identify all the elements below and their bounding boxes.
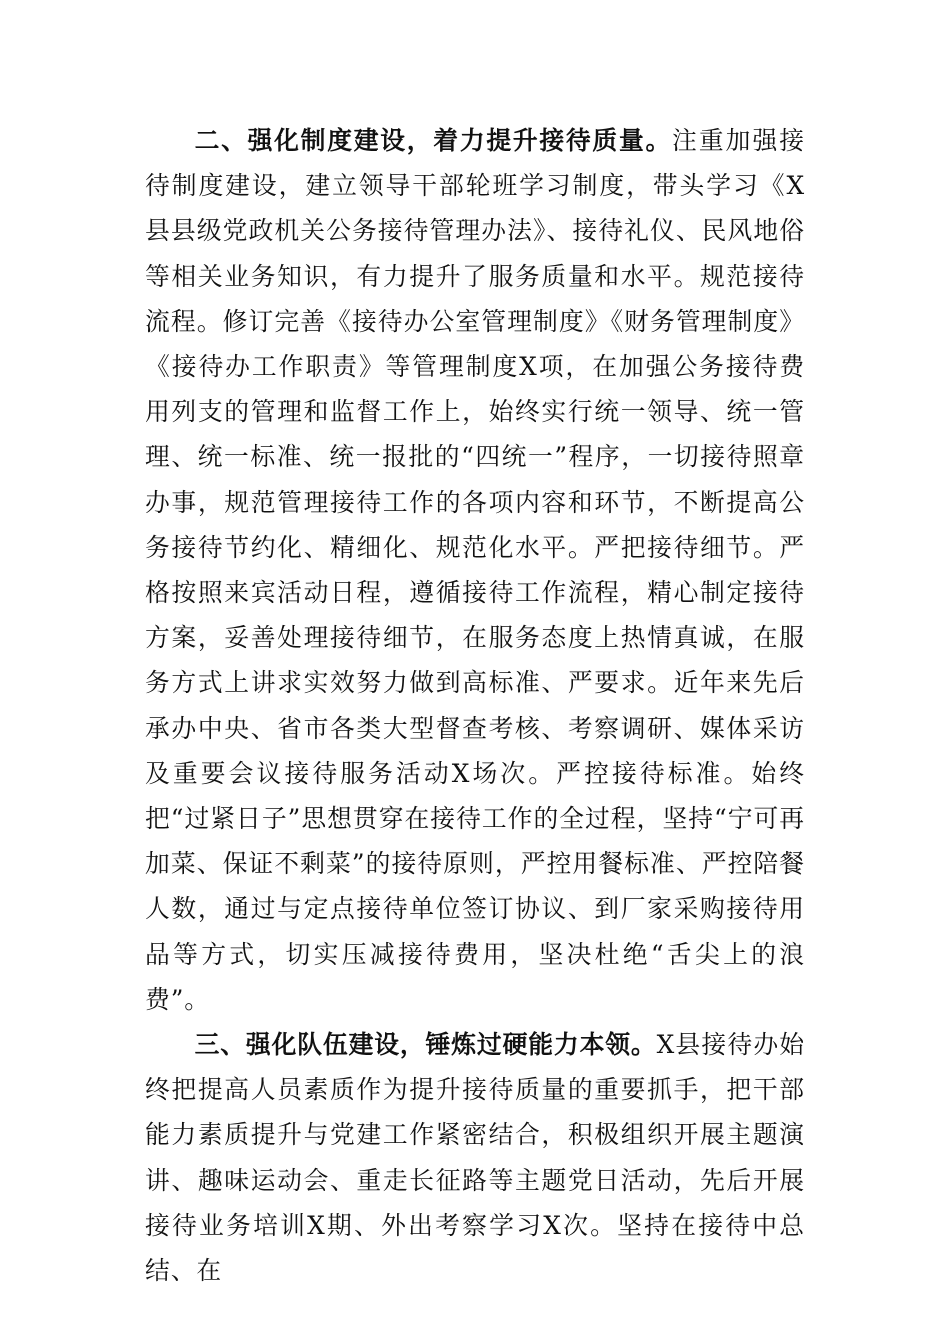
paragraph-system-building	[145, 118, 805, 1022]
paragraph-body-system-building: 注重加强接待制度建设，建立领导干部轮班学习制度，带头学习《X县县级党政机关公务接待管理办法》、接待礼仪、民风地俗等相关业务知识，有力提升了服务质量和水平。规范接待流程。修订完善《接待办公室管理制度》《财务管理制度》《接待办工作职责》等管理制度X项，在加强公务接待费用列支的管理和监督工作上，始终实行统一领导、统一管理、统一标准、统一报批的“四统一”程序，一切接待照章办事，规范管理接待工作的各项内容和环节，不断提高公务接待节约化、精细化、规范化水平。严把接待细节。严格按照来宾活动日程，遵循接待工作流程，精心制定接待方案，妥善处理接待细节，在服务态度上热情真诚，在服务方式上讲求实效努力做到高标准、严要求。近年来先后承办中央、省市各类大型督查考核、考察调研、媒体采访及重要会议接待服务活动X场次。严控接待标准。始终把“过紧日子”思想贯穿在接待工作的全过程，坚持“宁可再加菜、保证不剩菜”的接待原则，严控用餐标准、严控陪餐人数，通过与定点接待单位签订协议、到厂家采购接待用品等方式，切实压减接待费用，坚决杜绝“舌尖上的浪费”。	[145, 126, 805, 1014]
section-heading-team-building: 三、强化队伍建设，锤炼过硬能力本领。	[194, 1030, 657, 1060]
document-page	[145, 118, 805, 1293]
paragraph-body-team-building: X县接待办始终把提高人员素质作为提升接待质量的重要抓手，把干部能力素质提升与党建工作紧密结合，积极组织开展主题演讲、趣味运动会、重走长征路等主题党日活动，先后开展接待业务培训X期、外出考察学习X次。坚持在接待中总结、在	[145, 1030, 805, 1286]
paragraph-team-building	[145, 1022, 805, 1293]
section-heading-system-building: 二、强化制度建设，着力提升接待质量。	[194, 126, 672, 155]
